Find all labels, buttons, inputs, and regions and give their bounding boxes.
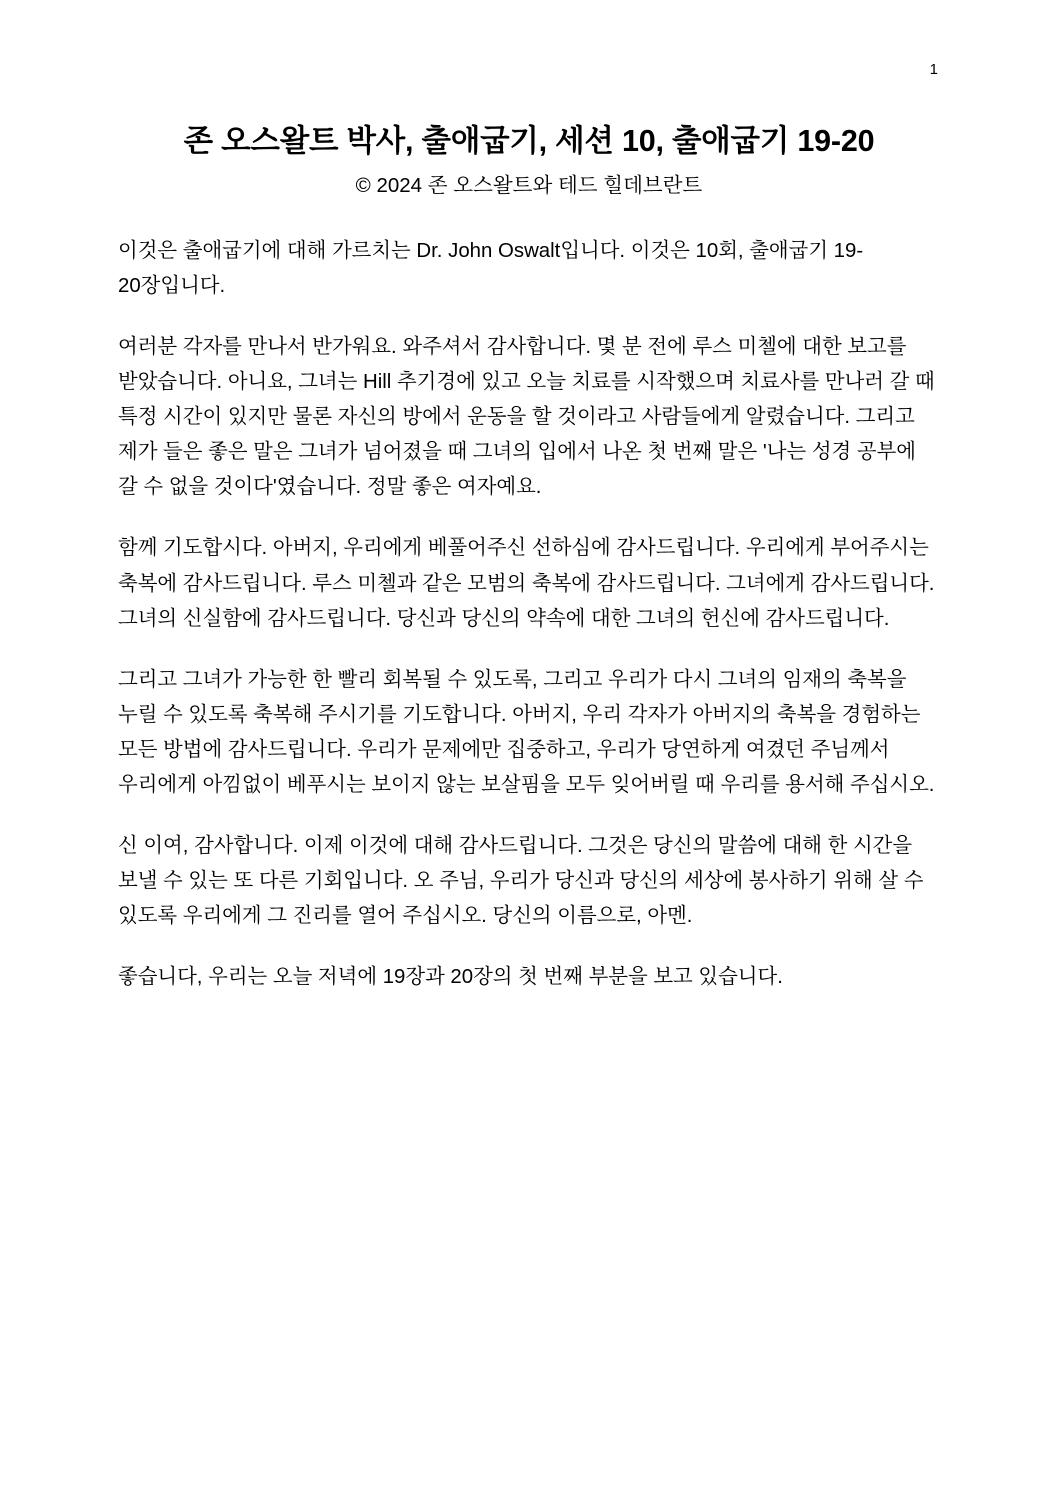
paragraph: 함께 기도합시다. 아버지, 우리에게 베풀어주신 선하심에 감사드립니다. 우리에게 부어주시는 축복에 감사드립니다. 루스 미첼과 같은 모범의 축복에 감사드립니다. 그녀에게 감사드립니다. 그녀의 신실함에 감사드립니다. 당신과 당신의 약속에 대한 그녀의 헌신에 감사드립니다. bbox=[118, 537, 935, 630]
page-number: 1 bbox=[929, 61, 938, 78]
paragraph: 여러분 각자를 만나서 반가워요. 와주셔서 감사합니다. 몇 분 전에 루스 미첼에 대한 보고를 받았습니다. 아니요, 그녀는 Hill 추기경에 있고 오늘 치료를 시작했으며 치료사를 만나러 갈 때 특정 시간이 있지만 물론 자신의 방에서 운동을 할 것이라고 사람들에게 알렸습니다. 그리고 제가 들은 좋은 말은 그녀가 넘어졌을 때 그녀의 입에서 나온 첫 번째 말은 '나는 성경 공부에 갈 수 없을 것이다'였습니다. 정말 좋은 여자예요. bbox=[118, 335, 935, 499]
paragraph: 그리고 그녀가 가능한 한 빨리 회복될 수 있도록, 그리고 우리가 다시 그녀의 임재의 축복을 누릴 수 있도록 축복해 주시기를 기도합니다. 아버지, 우리 각자가 아버지의 축복을 경험하는 모든 방법에 감사드립니다. 우리가 문제에만 집중하고, 우리가 당연하게 여겼던 주님께서 우리에게 아낌없이 베푸시는 보이지 않는 보살핌을 모두 잊어버릴 때 우리를 용서해 주십시오. bbox=[118, 668, 935, 796]
page-title: 존 오스왈트 박사, 출애굽기, 세션 10, 출애굽기 19-20 bbox=[183, 124, 875, 158]
paragraph: 신 이여, 감사합니다. 이제 이것에 대해 감사드립니다. 그것은 당신의 말씀에 대해 한 시간을 보낼 수 있는 또 다른 기회입니다. 오 주님, 우리가 당신과 당신의 세상에 봉사하기 위해 살 수 있도록 우리에게 그 진리를 열어 주십시오. 당신의 이름으로, 아멘. bbox=[118, 835, 924, 928]
paragraph: 좋습니다, 우리는 오늘 저녁에 19장과 20장의 첫 번째 부분을 보고 있습니다. bbox=[118, 966, 783, 989]
paragraph: 이것은 출애굽기에 대해 가르치는 Dr. John Oswalt입니다. 이것은 10회, 출애굽기 19-20장입니다. bbox=[118, 239, 864, 297]
document-body bbox=[118, 234, 940, 996]
copyright-line: © 2024 존 오스왈트와 테드 힐데브란트 bbox=[355, 174, 703, 198]
